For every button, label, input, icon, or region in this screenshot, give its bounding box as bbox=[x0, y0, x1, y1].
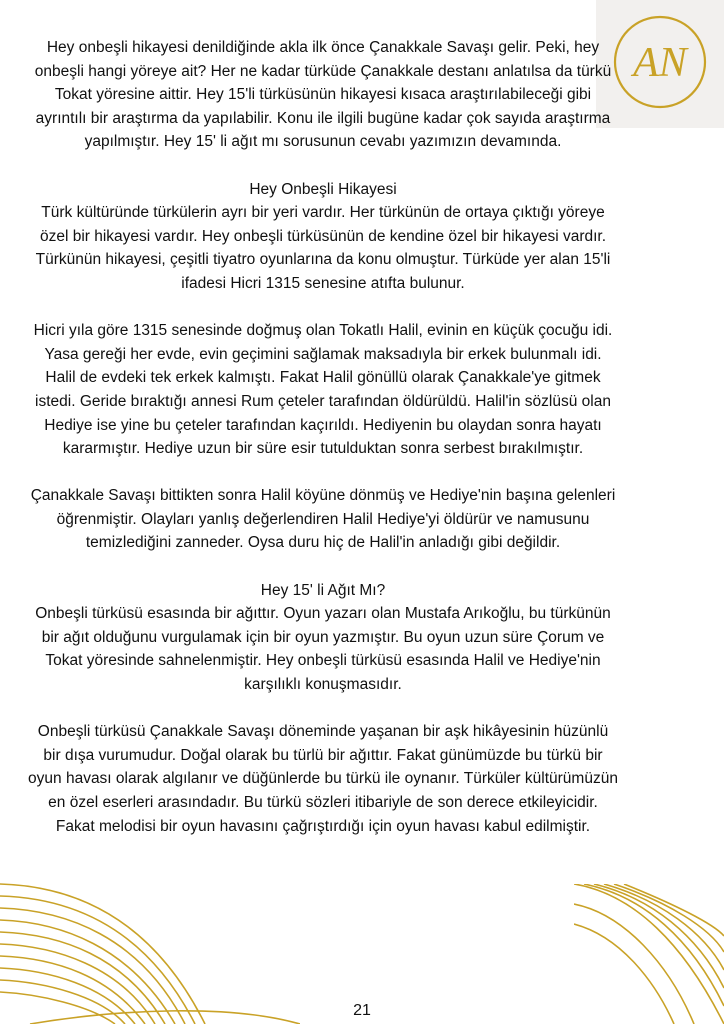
paragraph-text: Hicri yıla göre 1315 senesinde doğmuş olan Tokatlı Halil, evinin en küçük çocuğu idi. Yasa gereği her evde, evin geçimini sağlamak maksadıyla bir erkek bulunmalı idi. Halil de evdeki tek erkek kalmıştı. Fakat Halil gönüllü olarak Çanakkale'ye gitmek istedi. Geride bıraktığı annesi Rum çeteler tarafından öldürüldü. Halil'in sözlüsü olan Hediye ise yine bu çeteler tarafından kaçırıldı. Hediyenin bu olaydan sonra hayatı kararmıştır. Hediye uzun bir süre esir tutulduktan sonra serbest bırakılmıştır. bbox=[33, 322, 613, 458]
section-heading: Hey 15' li Ağıt Mı? bbox=[260, 581, 386, 599]
paragraph-return bbox=[28, 484, 618, 555]
paragraph-text: Türk kültüründe türkülerin ayrı bir yeri vardır. Her türkünün de ortaya çıktığı yöreye özel bir hikayesi vardır. Hey onbeşli türküsünün de kendine özel bir hikayesi vardır. Türkünün hikayesi, çeşitli tiyatro oyunlarına da konu olmuştur. Türküde yer alan 15'li ifadesi Hicri 1315 senesine atıfta bulunur. bbox=[35, 204, 611, 292]
paragraph-halil bbox=[28, 319, 618, 461]
an-monogram-logo bbox=[610, 12, 710, 112]
section-heading: Hey Onbeşli Hikayesi bbox=[249, 180, 397, 198]
svg-text:AN: AN bbox=[633, 40, 687, 86]
paragraph-text: Onbeşli türküsü Çanakkale Savaşı döneminde yaşanan bir aşk hikâyesinin hüzünlü bir dışa vurumudur. Doğal olarak bu türlü bir ağıttır. Fakat günümüzde bu türkü bir oyun havası olarak algılanır ve düğünlerde bu türkü ile oynanır. Türküler kültürümüzün en özel eserleri arasındadır. Bu türkü sözleri itibariyle de son derece etkileyicidir. Fakat melodisi bir oyun havasını çağrıştırdığı için oyun havası kabul edilmiştir. bbox=[28, 723, 618, 835]
page-number: 21 bbox=[353, 1002, 371, 1019]
section-lament bbox=[28, 579, 618, 697]
paragraph-text: Onbeşli türküsü esasında bir ağıttır. Oyun yazarı olan Mustafa Arıkoğlu, bu türkünün bir ağıt olduğunu vurgulamak için bir oyun yazmıştır. Bu oyun uzun süre Çorum ve Tokat yöresinde sahnelenmiştir. Hey onbeşli türküsü esasında Halil ve Hediye'nin karşılıklı konuşmasıdır. bbox=[35, 605, 611, 694]
article-body bbox=[28, 36, 618, 862]
section-story bbox=[28, 178, 618, 296]
paragraph-conclusion bbox=[28, 720, 618, 838]
paragraph-text: Çanakkale Savaşı bittikten sonra Halil köyüne dönmüş ve Hediye'nin başına gelenleri öğrenmiştir. Olayları yanlış değerlendiren Halil Hediye'yi öldürür ve namusunu temizlediğini zanneder. Oysa duru hiç de Halil'in anladığı gibi değildir. bbox=[30, 487, 616, 552]
paragraph-intro bbox=[28, 36, 618, 154]
paragraph-text: Hey onbeşli hikayesi denildiğinde akla ilk önce Çanakkale Savaşı gelir. Peki, hey onbeşli hangi yöreye ait? Her ne kadar türküde Çanakkale destanı anlatılsa da türkü Tokat yöresine aittir. Hey 15'li türküsünün hikayesi kısaca araştırılabileceği gibi ayrıntılı bir araştırma da yapılabilir. Konu ile ilgili bugüne kadar çok sayıda araştırma yapılmıştır. Hey 15' li ağıt mı sorusunun cevabı yazımızın devamında. bbox=[34, 39, 612, 151]
